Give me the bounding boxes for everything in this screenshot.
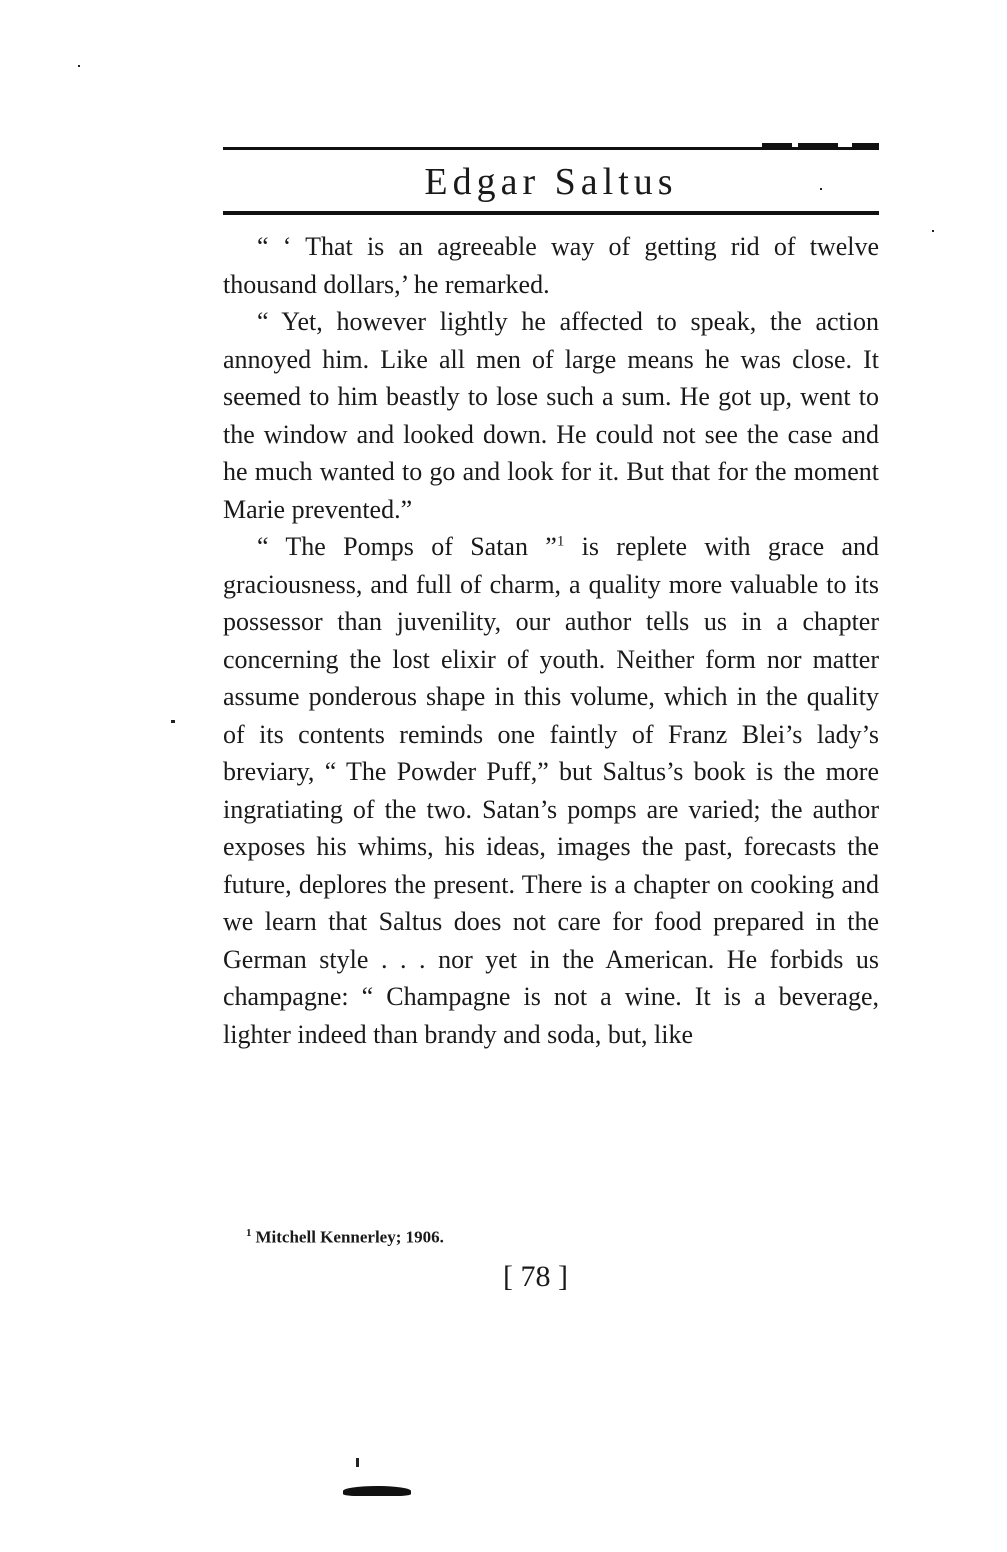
paragraph: “ ‘ That is an agreeable way of getting rid of twelve thousand dollars,’ he remarked. bbox=[223, 232, 879, 299]
scan-speck bbox=[820, 188, 822, 190]
scan-speck bbox=[78, 65, 80, 67]
header-rule-mark bbox=[798, 143, 838, 147]
footnote bbox=[246, 1227, 444, 1248]
header-rule-mark bbox=[852, 143, 879, 147]
page-number: [ 78 ] bbox=[503, 1260, 568, 1293]
header-rule-top bbox=[223, 147, 879, 150]
scan-speck bbox=[932, 230, 934, 232]
paragraph-text: is replete with grace and graciousness, and full of charm, a quality more valuable to its possessor than juvenility, our author tells us in a chapter concerning the lost elixir of youth. Neither form nor matter assume ponderous shape in this volume, which in the quality of its contents reminds one faintly of Franz Blei’s lady’s breviary, “ The Powder Puff,” but Saltus’s book is the more ingratiating of the two. Satan’s pomps are varied; the author exposes his whims, his ideas, images the past, forecasts the future, deplores the present. There is a chapter on cooking and we learn that Saltus does not care for food prepared in the German style . . . nor yet in the American. He forbids us champagne: “ Champagne is not a wine. It is a beverage, lighter indeed than brandy and soda, but, like bbox=[223, 532, 879, 1049]
paragraph: “ Yet, however lightly he affected to speak, the action annoyed him. Like all men of large means he was close. It seemed to him beastly to lose such a sum. He got up, went to the window and looked down. He could not see the case and he much wanted to go and look for it. But that for the moment Marie prevented.” bbox=[223, 307, 879, 524]
scan-speck bbox=[171, 720, 175, 723]
header-rule-bottom bbox=[223, 211, 879, 215]
scan-speck bbox=[356, 1458, 359, 1467]
header-rule-mark bbox=[762, 143, 792, 147]
ink-blot bbox=[343, 1486, 411, 1496]
footnote-reference: 1 bbox=[556, 533, 565, 550]
book-title: “ The Pomps of Satan ” bbox=[257, 532, 557, 561]
body-text bbox=[223, 228, 879, 1053]
running-head: Edgar Saltus bbox=[424, 161, 678, 203]
footnote-marker: 1 bbox=[246, 1227, 252, 1239]
footnote-text: Mitchell Kennerley; 1906. bbox=[255, 1227, 444, 1247]
paragraph bbox=[223, 528, 879, 1053]
